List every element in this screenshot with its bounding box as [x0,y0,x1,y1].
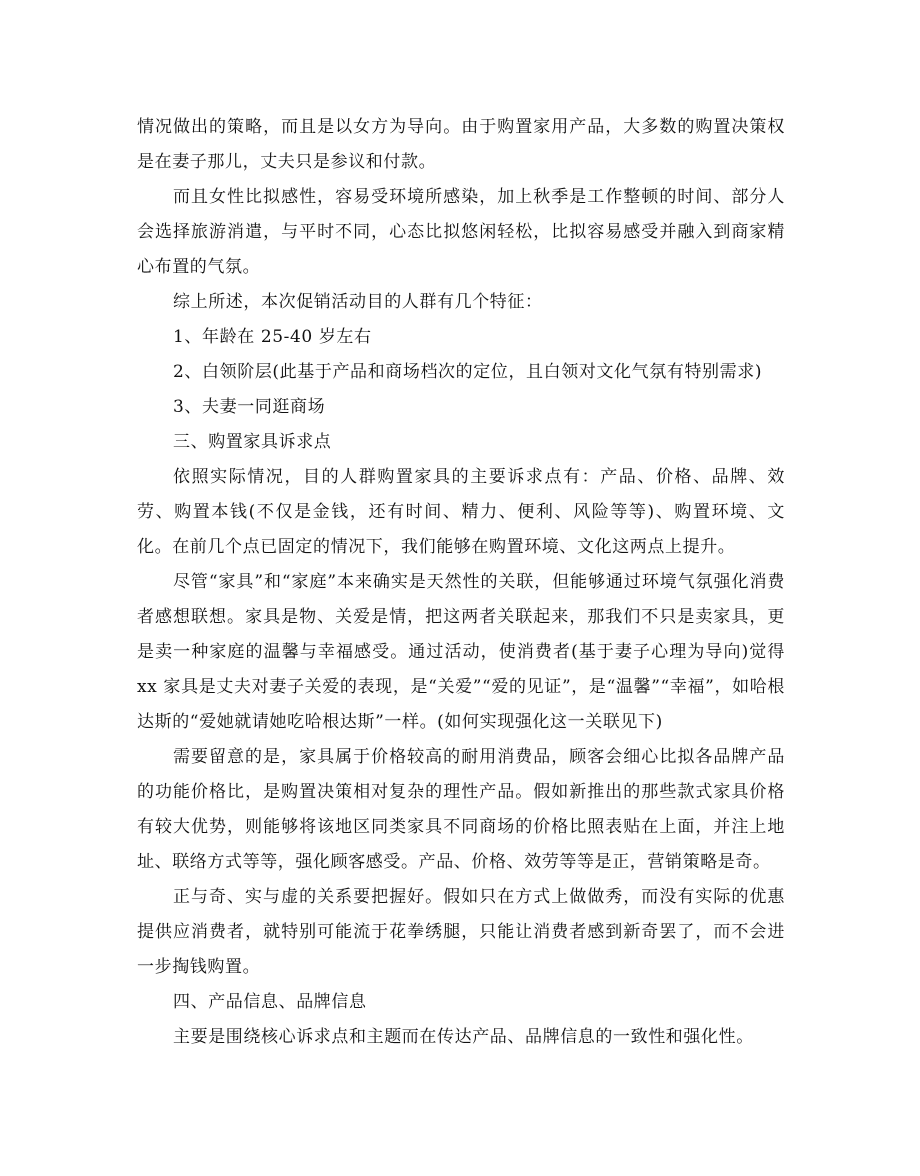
paragraph: 需要留意的是，家具属于价格较高的耐用消费品，顾客会细心比拟各品牌产品的功能价格比，是购置决策相对复杂的理性产品。假如新推出的那些款式家具价格有较大优势，则能够将该地区同类家具不同商场的价格比照表贴在上面，并注上地址、联络方式等等，强化顾客感受。产品、价格、效劳等等是正，营销策略是奇。 [137,747,785,872]
list-item: 2、白领阶层(此基于产品和商场档次的定位，且白领对文化气氛有特别需求) [173,362,763,382]
paragraph: 而且女性比拟感性，容易受环境所感染，加上秋季是工作整顿的时间、部分人会选择旅游消遣，与平时不同，心态比拟悠闲轻松，比拟容易感受并融入到商家精心布置的气氛。 [137,187,785,277]
paragraph: 依照实际情况，目的人群购置家具的主要诉求点有：产品、价格、品牌、效劳、购置本钱(不仅是金钱，还有时间、精力、便利、风险等等)、购置环境、文化。在前几个点已固定的情况下，我们能够在购置环境、文化这两点上提升。 [137,467,785,557]
section-heading: 四、产品信息、品牌信息 [173,992,367,1012]
list-item: 3、夫妻一同逛商场 [173,397,326,417]
paragraph: 情况做出的策略，而且是以女方为导向。由于购置家用产品，大多数的购置决策权是在妻子那儿，丈夫只是参议和付款。 [137,117,785,172]
document-body [137,110,785,1055]
section-heading: 三、购置家具诉求点 [173,432,332,452]
paragraph: 正与奇、实与虚的关系要把握好。假如只在方式上做做秀，而没有实际的优惠提供应消费者，就特别可能流于花拳绣腿，只能让消费者感到新奇罢了，而不会进一步掏钱购置。 [137,887,785,977]
paragraph: 尽管“家具”和“家庭”本来确实是天然性的关联，但能够通过环境气氛强化消费者感想联想。家具是物、关爱是情，把这两者关联起来，那我们不只是卖家具，更是卖一种家庭的温馨与幸福感受。通过活动，使消费者(基于妻子心理为导向)觉得 xx 家具是丈夫对妻子关爱的表现，是“关爱”“爱的见证”，是“温馨”“幸福”，如哈根达斯的“爱她就请她吃哈根达斯”一样。(如何实现强化这一关联见下) [137,572,785,732]
paragraph: 综上所述，本次促销活动目的人群有几个特征： [173,292,543,312]
paragraph: 主要是围绕核心诉求点和主题而在传达产品、品牌信息的一致性和强化性。 [173,1027,754,1047]
list-item: 1、年龄在 25-40 岁左右 [173,327,372,347]
